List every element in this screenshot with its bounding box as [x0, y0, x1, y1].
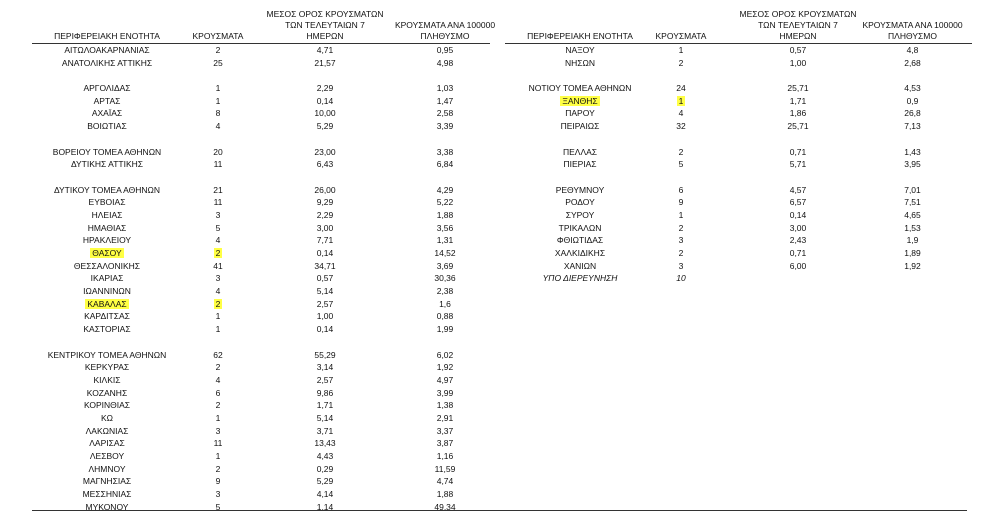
table-row: [505, 222, 972, 235]
cell-region: ΚΟΖΑΝΗΣ: [86, 387, 128, 398]
left-table-header: [32, 0, 496, 44]
cell-cases: 1: [678, 45, 684, 55]
cell-cases: 32: [676, 121, 686, 132]
cell-avg: 7,71: [316, 235, 334, 246]
cell-cases: 3: [215, 209, 221, 220]
cell-avg: 0,14: [316, 95, 334, 106]
table-row: [32, 209, 490, 222]
header-cases: ΚΡΟΥΣΜΑΤΑ: [192, 31, 244, 41]
cell-avg: 55,29: [314, 349, 336, 360]
table-row: [505, 82, 972, 95]
cell-cases: 2: [215, 400, 221, 411]
cell-cases: 2: [215, 298, 221, 309]
spacer-row: [505, 171, 972, 184]
cell-avg: 21,57: [314, 57, 336, 68]
cell-cases: 1: [678, 95, 684, 106]
cell-avg: 6,00: [789, 260, 807, 271]
table-row: [32, 184, 490, 197]
table-row: [32, 298, 490, 311]
cell-per100k: 3,56: [436, 222, 454, 233]
table-row: [32, 120, 490, 133]
cell-region: ΜΑΓΝΗΣΙΑΣ: [82, 476, 132, 487]
cell-region: ΑΧΑΪΑΣ: [91, 108, 123, 119]
cell-cases: 2: [678, 248, 684, 258]
cell-avg: 0,14: [316, 324, 334, 335]
cell-avg: 1,71: [316, 400, 334, 411]
cell-avg: 25,71: [787, 121, 809, 132]
cell-region: ΚΩ: [100, 412, 114, 423]
cell-avg: 1,00: [789, 57, 807, 68]
cell-per100k: 7,13: [904, 121, 921, 132]
cell-region: ΘΕΣΣΑΛΟΝΙΚΗΣ: [73, 260, 141, 271]
cell-per100k: 49,34: [434, 501, 456, 512]
cell-per100k: 1,31: [436, 235, 454, 246]
cell-cases: 2: [678, 57, 684, 68]
cell-cases: 9: [215, 476, 221, 487]
cell-per100k: 1,16: [436, 451, 454, 461]
cell-avg: 1,71: [789, 95, 807, 106]
cell-region: ΚΕΝΤΡΙΚΟΥ ΤΟΜΕΑ ΑΘΗΝΩΝ: [47, 349, 167, 360]
right-table: [505, 0, 972, 285]
spacer-row: [505, 69, 972, 82]
cell-cases: 11: [213, 197, 223, 208]
cell-cases: 6: [678, 184, 684, 195]
cell-region: ΕΥΒΟΙΑΣ: [88, 197, 126, 208]
cell-region: ΗΜΑΘΙΑΣ: [87, 222, 127, 233]
cell-cases: 4: [215, 235, 221, 246]
right-table-body: [505, 44, 972, 285]
cell-per100k: 1,88: [436, 489, 454, 500]
cell-avg: 0,57: [316, 273, 334, 284]
table-row: [32, 57, 490, 70]
cell-avg: 13,43: [314, 438, 336, 449]
table-row: [32, 412, 490, 425]
header-per100k: [384, 20, 506, 42]
table-row: [32, 146, 490, 159]
cell-cases: 3: [678, 235, 684, 246]
cell-per100k: 4,65: [904, 209, 921, 220]
spacer-row: [32, 69, 490, 82]
cell-per100k: 1,53: [904, 222, 921, 233]
cell-avg: 0,71: [789, 146, 807, 157]
cell-per100k: 4,74: [436, 476, 454, 487]
cell-per100k: 1,92: [436, 362, 454, 373]
cell-per100k: 1,9: [906, 235, 919, 246]
header-avg-line3: ΗΜΕΡΩΝ: [306, 31, 344, 41]
cell-per100k: 1,47: [436, 95, 454, 106]
cell-avg: 26,00: [314, 184, 336, 195]
left-table-body: [32, 44, 490, 513]
table-row: [32, 310, 490, 323]
cell-region: ΧΑΛΚΙΔΙΚΗΣ: [554, 248, 606, 258]
table-row: [505, 107, 972, 120]
cell-cases: 9: [678, 197, 684, 208]
cell-per100k: 1,88: [436, 209, 454, 220]
cell-cases: 5: [678, 159, 684, 170]
table-row: [505, 272, 972, 285]
bottom-rule: [32, 510, 967, 511]
header-per100k: [850, 20, 975, 42]
cell-region: ΥΠΟ ΔΙΕΡΕΥΝΗΣΗ: [542, 273, 618, 284]
table-row: [32, 247, 490, 260]
cell-avg: 3,71: [316, 425, 334, 436]
cell-cases: 1: [215, 83, 221, 94]
cell-region: ΣΥΡΟΥ: [565, 209, 595, 220]
cell-region: ΚΑΒΑΛΑΣ: [87, 298, 127, 309]
cell-per100k: 0,95: [436, 45, 454, 55]
cell-cases: 2: [215, 248, 221, 258]
table-row: [505, 57, 972, 70]
cell-region: ΒΟΙΩΤΙΑΣ: [87, 121, 127, 132]
header-cases: ΚΡΟΥΣΜΑΤΑ: [655, 31, 707, 41]
cell-cases: 4: [215, 374, 221, 385]
cell-avg: 0,57: [789, 45, 807, 55]
table-row: [32, 361, 490, 374]
cell-avg: 1,86: [789, 108, 807, 119]
header-avg-line2: ΤΩΝ ΤΕΛΕΥΤΑΙΩΝ 7: [758, 20, 838, 30]
table-row: [32, 260, 490, 273]
cell-region: ΔΥΤΙΚΟΥ ΤΟΜΕΑ ΑΘΗΝΩΝ: [53, 184, 161, 195]
cell-avg: 3,00: [316, 222, 334, 233]
table-row: [505, 184, 972, 197]
cell-cases: 2: [215, 463, 221, 474]
cell-cases: 5: [215, 501, 221, 512]
cell-avg: 0,29: [316, 463, 334, 474]
cell-region: ΝΟΤΙΟΥ ΤΟΜΕΑ ΑΘΗΝΩΝ: [528, 83, 632, 94]
table-row: [32, 234, 490, 247]
spacer-row: [505, 133, 972, 146]
cell-per100k: 2,91: [436, 412, 454, 423]
header-avg-line1: ΜΕΣΟΣ ΟΡΟΣ ΚΡΟΥΣΜΑΤΩΝ: [266, 9, 384, 19]
table-row: [505, 247, 972, 260]
cell-per100k: 1,03: [436, 83, 454, 94]
cell-avg: 4,57: [789, 184, 807, 195]
cell-avg: 5,29: [316, 476, 334, 487]
cell-per100k: 4,8: [906, 45, 919, 55]
table-row: [505, 234, 972, 247]
cell-cases: 4: [215, 286, 221, 297]
cell-per100k: 2,38: [436, 286, 454, 297]
cell-cases: 1: [215, 311, 221, 322]
cell-avg: 34,71: [314, 260, 336, 271]
cell-avg: 2,57: [316, 374, 334, 385]
header-avg-line3: ΗΜΕΡΩΝ: [779, 31, 817, 41]
cell-per100k: 30,36: [434, 273, 456, 284]
cell-cases: 11: [213, 159, 223, 170]
header-region: ΠΕΡΙΦΕΡΕΙΑΚΗ ΕΝΟΤΗΤΑ: [527, 31, 633, 41]
cell-region: ΛΑΡΙΣΑΣ: [89, 438, 125, 449]
cell-per100k: 4,53: [904, 83, 921, 94]
cell-region: ΠΕΛΛΑΣ: [562, 146, 598, 157]
cell-avg: 0,14: [789, 209, 807, 220]
header-per100k-line2: ΠΛΗΘΥΣΜΟ: [420, 31, 470, 41]
cell-region: ΒΟΡΕΙΟΥ ΤΟΜΕΑ ΑΘΗΝΩΝ: [52, 146, 162, 157]
table-row: [32, 463, 490, 476]
cell-region: ΚΟΡΙΝΘΙΑΣ: [83, 400, 131, 411]
cell-cases: 6: [215, 387, 221, 398]
cell-avg: 9,29: [316, 197, 334, 208]
cell-region: ΚΑΡΔΙΤΣΑΣ: [84, 311, 130, 322]
cell-cases: 20: [213, 146, 223, 157]
table-row: [32, 107, 490, 120]
cell-per100k: 0,88: [436, 311, 454, 322]
cell-avg: 5,14: [316, 286, 334, 297]
header-per100k-line1: ΚΡΟΥΣΜΑΤΑ ΑΝΑ 100000: [862, 20, 963, 30]
table-row: [32, 437, 490, 450]
cell-region: ΚΙΛΚΙΣ: [93, 374, 121, 385]
cell-per100k: 14,52: [434, 248, 456, 258]
table-row: [32, 44, 490, 57]
right-table-header: [505, 0, 972, 44]
cell-per100k: 5,22: [436, 197, 454, 208]
cell-region: ΞΑΝΘΗΣ: [562, 95, 598, 106]
cell-per100k: 3,39: [436, 121, 454, 132]
cell-cases: 2: [215, 45, 221, 55]
cell-avg: 23,00: [314, 146, 336, 157]
table-row: [505, 120, 972, 133]
table-row: [32, 374, 490, 387]
cell-avg: 1,14: [316, 501, 334, 512]
cell-cases: 1: [678, 209, 684, 220]
cell-cases: 8: [215, 108, 221, 119]
cell-cases: 1: [215, 324, 221, 335]
cell-avg: 10,00: [314, 108, 336, 119]
cell-region: ΛΑΚΩΝΙΑΣ: [85, 425, 129, 436]
cell-region: ΡΕΘΥΜΝΟΥ: [555, 184, 605, 195]
cell-region: ΚΕΡΚΥΡΑΣ: [84, 362, 130, 373]
cell-region: ΑΝΑΤΟΛΙΚΗΣ ΑΤΤΙΚΗΣ: [61, 57, 153, 68]
cell-avg: 2,29: [316, 83, 334, 94]
cell-region: ΑΡΓΟΛΙΔΑΣ: [83, 83, 131, 94]
spacer-row: [32, 336, 490, 349]
cell-region: ΚΑΣΤΟΡΙΑΣ: [83, 324, 131, 335]
cell-per100k: 2,68: [904, 57, 921, 68]
cell-per100k: 3,95: [904, 159, 921, 170]
cell-per100k: 11,59: [434, 463, 456, 474]
cell-cases: 62: [213, 349, 223, 360]
cell-per100k: 7,01: [904, 184, 921, 195]
cell-avg: 5,71: [789, 159, 807, 170]
table-row: [32, 82, 490, 95]
cell-region: ΛΕΣΒΟΥ: [89, 451, 125, 461]
cell-avg: 0,14: [316, 248, 334, 258]
cell-region: ΧΑΝΙΩΝ: [563, 260, 597, 271]
cell-avg: 2,57: [316, 298, 334, 309]
cell-cases: 41: [213, 260, 223, 271]
cell-avg: 9,86: [316, 387, 334, 398]
header-avg: [728, 9, 868, 42]
cell-region: ΑΙΤΩΛΟΑΚΑΡΝΑΝΙΑΣ: [64, 45, 150, 55]
table-row: [32, 272, 490, 285]
cell-cases: 3: [215, 489, 221, 500]
left-table: [32, 0, 496, 513]
table-row: [32, 196, 490, 209]
table-row: [505, 209, 972, 222]
cell-region: ΡΟΔΟΥ: [565, 197, 595, 208]
header-avg-line2: ΤΩΝ ΤΕΛΕΥΤΑΙΩΝ 7: [285, 20, 365, 30]
cell-avg: 6,57: [789, 197, 807, 208]
cell-cases: 10: [676, 273, 686, 284]
cell-avg: 5,29: [316, 121, 334, 132]
cell-per100k: 1,99: [436, 324, 454, 335]
cell-per100k: 1,89: [904, 248, 921, 258]
header-region: ΠΕΡΙΦΕΡΕΙΑΚΗ ΕΝΟΤΗΤΑ: [54, 31, 160, 41]
cell-per100k: 3,69: [436, 260, 454, 271]
cell-region: ΝΗΣΩΝ: [564, 57, 596, 68]
table-row: [32, 158, 490, 171]
table-row: [32, 501, 490, 513]
cell-per100k: 6,02: [436, 349, 454, 360]
table-row: [32, 323, 490, 336]
cell-avg: 5,14: [316, 412, 334, 423]
cell-per100k: 1,43: [904, 146, 921, 157]
cell-avg: 4,14: [316, 489, 334, 500]
table-row: [32, 475, 490, 488]
spacer-row: [32, 133, 490, 146]
cell-avg: 0,71: [789, 248, 807, 258]
table-row: [505, 95, 972, 108]
cell-per100k: 4,97: [436, 374, 454, 385]
cell-avg: 4,43: [316, 451, 334, 461]
cell-region: ΛΗΜΝΟΥ: [88, 463, 126, 474]
cell-cases: 2: [215, 362, 221, 373]
cell-region: ΗΛΕΙΑΣ: [91, 209, 123, 220]
cell-cases: 3: [678, 260, 684, 271]
cell-per100k: 1,38: [436, 400, 454, 411]
table-row: [505, 196, 972, 209]
cell-avg: 6,43: [316, 159, 334, 170]
cell-per100k: 26,8: [904, 108, 921, 119]
cell-region: ΙΚΑΡΙΑΣ: [90, 273, 124, 284]
cell-region: ΜΥΚΟΝΟΥ: [85, 501, 129, 512]
cell-cases: 4: [678, 108, 684, 119]
table-row: [505, 44, 972, 57]
cell-cases: 3: [215, 273, 221, 284]
cell-per100k: 6,84: [436, 159, 454, 170]
cell-region: ΜΕΣΣΗΝΙΑΣ: [82, 489, 132, 500]
header-avg-line1: ΜΕΣΟΣ ΟΡΟΣ ΚΡΟΥΣΜΑΤΩΝ: [739, 9, 857, 19]
table-row: [32, 222, 490, 235]
cell-cases: 5: [215, 222, 221, 233]
cell-region: ΑΡΤΑΣ: [93, 95, 121, 106]
cell-avg: 25,71: [787, 83, 809, 94]
cell-cases: 4: [215, 121, 221, 132]
cell-per100k: 3,99: [436, 387, 454, 398]
cell-per100k: 3,87: [436, 438, 454, 449]
cell-avg: 1,00: [316, 311, 334, 322]
cell-region: ΙΩΑΝΝΙΝΩΝ: [83, 286, 131, 297]
cell-cases: 1: [215, 95, 221, 106]
cell-avg: 4,71: [316, 45, 334, 55]
cell-per100k: 4,29: [436, 184, 454, 195]
header-avg: [260, 9, 390, 42]
cell-region: ΤΡΙΚΑΛΩΝ: [558, 222, 602, 233]
cell-per100k: 2,58: [436, 108, 454, 119]
cell-per100k: 3,37: [436, 425, 454, 436]
cell-region: ΦΘΙΩΤΙΔΑΣ: [556, 235, 604, 246]
cell-region: ΠΕΙΡΑΙΩΣ: [560, 121, 600, 132]
table-row: [32, 450, 490, 463]
cell-cases: 2: [678, 146, 684, 157]
cell-cases: 11: [213, 438, 223, 449]
cell-per100k: 1,92: [904, 260, 921, 271]
table-row: [505, 158, 972, 171]
cell-region: ΠΙΕΡΙΑΣ: [563, 159, 597, 170]
cell-cases: 25: [213, 57, 223, 68]
table-row: [505, 260, 972, 273]
table-row: [32, 349, 490, 362]
cell-cases: 1: [215, 451, 221, 461]
cell-cases: 2: [678, 222, 684, 233]
table-row: [32, 95, 490, 108]
cell-cases: 1: [215, 412, 221, 423]
cell-avg: 3,14: [316, 362, 334, 373]
cell-region: ΠΑΡΟΥ: [565, 108, 595, 119]
cell-per100k: 0,9: [906, 95, 919, 106]
table-row: [32, 488, 490, 501]
cell-per100k: 7,51: [904, 197, 921, 208]
spacer-row: [32, 171, 490, 184]
cell-region: ΗΡΑΚΛΕΙΟΥ: [82, 235, 132, 246]
cell-region: ΔΥΤΙΚΗΣ ΑΤΤΙΚΗΣ: [70, 159, 144, 170]
cell-avg: 3,00: [789, 222, 807, 233]
cell-per100k: 1,6: [439, 298, 451, 309]
header-per100k-line1: ΚΡΟΥΣΜΑΤΑ ΑΝΑ 100000: [394, 20, 496, 30]
table-row: [32, 399, 490, 412]
cell-region: ΘΑΣΟΥ: [92, 248, 122, 258]
table-row: [32, 387, 490, 400]
cell-cases: 21: [213, 184, 223, 195]
cell-per100k: 4,98: [436, 57, 454, 68]
cell-per100k: 3,38: [436, 146, 454, 157]
cell-region: ΝΑΞΟΥ: [565, 45, 595, 55]
table-row: [32, 285, 490, 298]
cell-avg: 2,43: [789, 235, 807, 246]
cell-cases: 24: [676, 83, 686, 94]
table-row: [32, 425, 490, 438]
cell-avg: 2,29: [316, 209, 334, 220]
header-per100k-line2: ΠΛΗΘΥΣΜΟ: [888, 31, 937, 41]
cell-cases: 3: [215, 425, 221, 436]
table-row: [505, 146, 972, 159]
